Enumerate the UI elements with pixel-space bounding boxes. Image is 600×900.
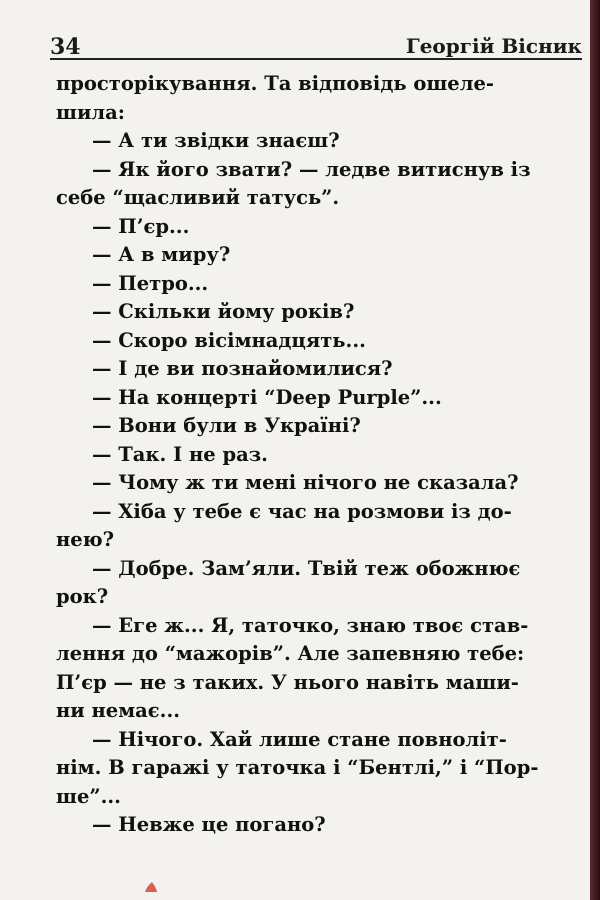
header-rule	[50, 58, 582, 60]
text-line: — На концерті “Deep Purple”...	[92, 385, 442, 409]
page-number: 34	[50, 34, 81, 60]
text-line: — Вони були в Україні?	[92, 414, 361, 437]
book-cover-edge	[590, 0, 600, 900]
text-line: лення до “мажорів”. Але запевняю тебе:	[56, 642, 525, 665]
text-line: — Петро...	[92, 271, 209, 295]
text-line: — А ти звідки знаєш?	[92, 129, 340, 152]
red-ink-mark	[143, 880, 159, 894]
text-line: ни немає...	[56, 699, 181, 722]
text-line: — Невже це погано?	[92, 813, 326, 836]
text-line: — Нічого. Хай лише стане повноліт-	[92, 727, 507, 751]
text-line: — Чому ж ти мені нічого не сказала?	[92, 471, 519, 494]
running-head: Георгій Вісник	[405, 34, 582, 58]
body-text	[56, 70, 582, 840]
text-line: — П’єр...	[92, 214, 190, 238]
text-line: — А в миру?	[92, 243, 231, 266]
text-line: нім. В гаражі у таточка і “Бентлі,” і “Пор-	[56, 756, 539, 779]
text-line: — І де ви познайомилися?	[92, 357, 393, 380]
text-line: — Скільки йому років?	[92, 300, 355, 323]
text-line: — Хіба у тебе є час на розмови із до-	[92, 499, 512, 523]
page-header	[50, 28, 582, 68]
text-line: — Як його звати? — ледве витиснув із	[92, 157, 531, 181]
text-line: — Так. І не раз.	[92, 442, 268, 466]
text-line: ше”...	[56, 784, 121, 808]
text-line: шила:	[56, 100, 126, 124]
text-line: себе “щасливий татусь”.	[56, 186, 340, 209]
text-line: просторікування. Та відповідь ошеле-	[56, 72, 494, 95]
text-line: — Скоро вісімнадцять...	[92, 328, 366, 352]
text-line: рок?	[56, 585, 109, 608]
text-line: П’єр — не з таких. У нього навіть маши-	[56, 670, 519, 694]
text-line: — Добре. Зам’яли. Твій теж обожнює	[92, 556, 521, 580]
text-line: — Еге ж... Я, таточко, знаю твоє став-	[92, 613, 529, 637]
text-line: нею?	[56, 528, 115, 551]
